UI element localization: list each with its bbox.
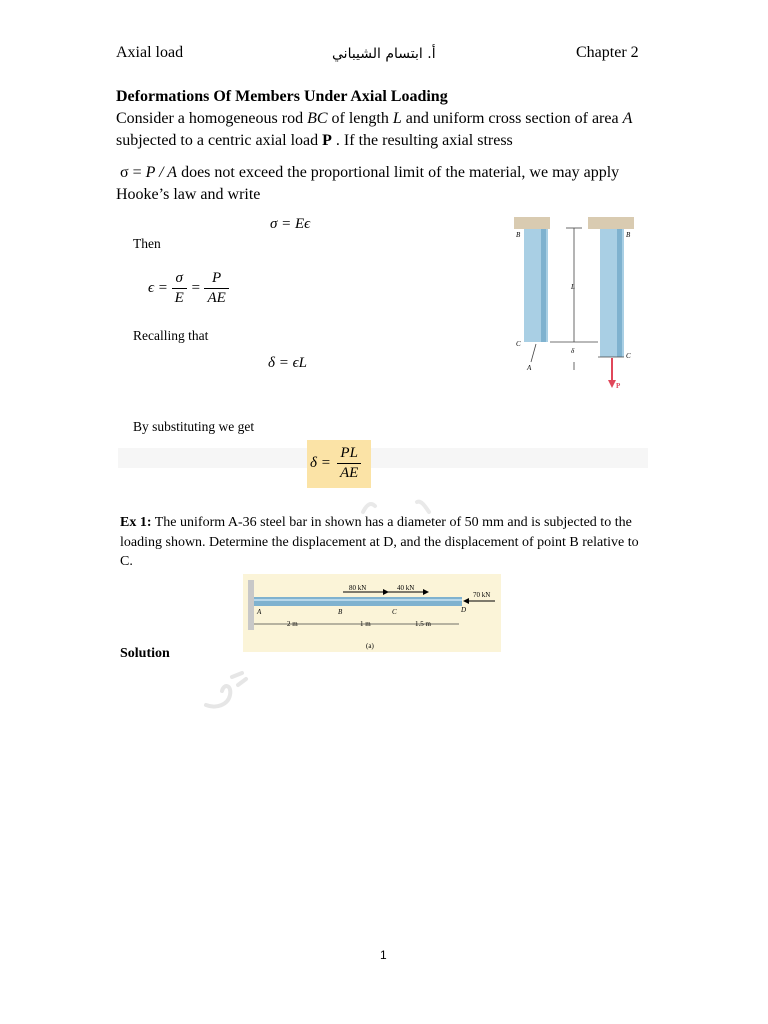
deflection-equation: δ = ϵL <box>268 355 307 371</box>
hooke-paragraph: σ = P / A does not exceed the proportional limit of the material, we may apply Hooke’s law and write <box>116 164 620 203</box>
wall-support <box>248 580 254 630</box>
section-title: Deformations Of Members Under Axial Loading <box>116 88 448 105</box>
label-C-left: C <box>516 340 521 348</box>
header-right: Chapter 2 <box>576 44 639 61</box>
point-D: D <box>461 606 467 614</box>
recalling-label: Recalling that <box>133 328 209 343</box>
solution-label: Solution <box>120 646 170 661</box>
bar-loading-figure <box>243 574 501 652</box>
label-B-right: B <box>626 231 631 239</box>
point-C: C <box>392 608 397 616</box>
point-B: B <box>338 608 343 616</box>
left-support <box>514 217 550 229</box>
result-equation-box: δ = $\frac{PL}{AE}$ <box>307 440 371 488</box>
watermark-arc <box>355 498 435 514</box>
load-40-label: 40 kN <box>397 584 415 592</box>
scan-band <box>118 448 648 468</box>
label-L: L <box>571 283 575 291</box>
figure-caption: (a) <box>366 642 374 650</box>
A-leader <box>531 344 536 362</box>
label-P: P <box>616 382 621 390</box>
page-number: 1 <box>380 948 387 962</box>
undeformed-rod <box>524 229 548 342</box>
header-author: أ. ابتسام الشيباني <box>332 46 436 62</box>
substituting-label: By substituting we get <box>133 419 255 434</box>
intro-paragraph: Consider a homogeneous rod BC of length L and uniform cross section of area A subjected to a centric axial load P . If the resulting axial stress <box>116 110 633 149</box>
strain-equation: ϵ = $\frac{\sigma}{E}$ = $\frac{P}{AE}$ <box>148 270 229 307</box>
then-label: Then <box>133 236 161 251</box>
dim-1m: 1 m <box>360 620 371 628</box>
rod-deformation-figure <box>508 212 648 397</box>
load-70-label: 70 kN <box>473 591 491 599</box>
label-C-right: C <box>626 352 631 360</box>
right-support <box>588 217 634 229</box>
hooke-equation: σ = Eϵ <box>270 216 311 232</box>
example-text: Ex 1: The uniform A-36 steel bar in shown has a diameter of 50 mm and is subjected to the loading shown. Determine the displacement at D, and the displacement of point B relative to C. <box>120 515 639 569</box>
dim-2m: 2 m <box>287 620 298 628</box>
steel-bar <box>254 597 462 606</box>
bar-highlight <box>254 599 462 601</box>
watermark-mark <box>198 665 254 713</box>
load-arrow-head <box>608 380 616 388</box>
label-B-left: B <box>516 231 521 239</box>
label-A: A <box>527 364 532 372</box>
label-delta: δ <box>571 347 575 355</box>
load-80-label: 80 kN <box>349 584 367 592</box>
deformed-rod <box>600 229 624 357</box>
point-A: A <box>257 608 262 616</box>
dim-1-5m: 1.5 m <box>415 620 431 628</box>
header-left: Axial load <box>116 44 184 61</box>
